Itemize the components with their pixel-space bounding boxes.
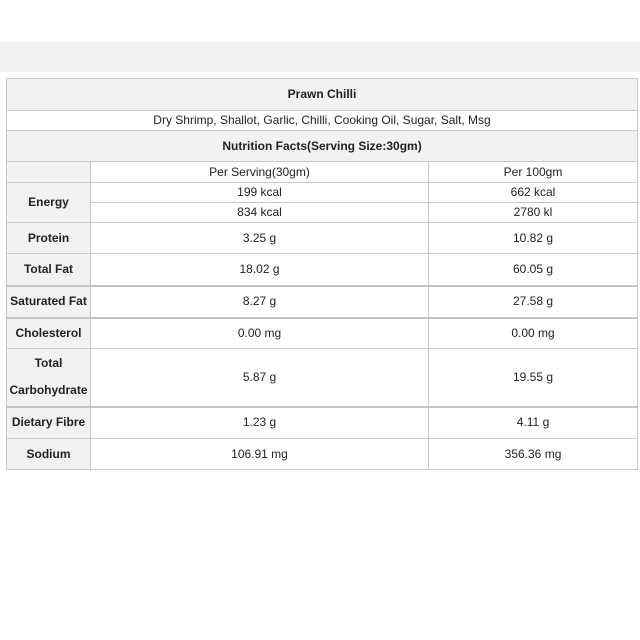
table-row	[7, 407, 638, 439]
cholesterol-per100: 0.00 mg	[429, 318, 638, 349]
cholesterol-serving: 0.00 mg	[91, 318, 429, 349]
total-fat-per100: 60.05 g	[429, 254, 638, 286]
dietary-fibre-per100: 4.11 g	[429, 407, 638, 439]
dietary-fibre-label: Dietary Fibre	[7, 407, 91, 439]
total-fat-serving: 18.02 g	[91, 254, 429, 286]
sodium-serving: 106.91 mg	[91, 439, 429, 470]
carbohydrate-label-line1: Total	[34, 356, 63, 371]
facts-heading: Nutrition Facts(Serving Size:30gm)	[7, 131, 638, 162]
header-blank-cell	[7, 162, 91, 183]
total-fat-label: Total Fat	[7, 254, 91, 286]
nutrition-table	[6, 78, 638, 470]
saturated-fat-serving: 8.27 g	[91, 286, 429, 318]
table-row	[7, 439, 638, 470]
ingredients-text: Dry Shrimp, Shallot, Garlic, Chilli, Cooking Oil, Sugar, Salt, Msg	[7, 111, 638, 131]
table-row	[7, 286, 638, 318]
per-serving-header: Per Serving(30gm)	[91, 162, 429, 183]
carbohydrate-label-line2: Carbohydrate	[9, 383, 88, 398]
table-row	[7, 223, 638, 254]
table-row	[7, 183, 638, 203]
protein-per100: 10.82 g	[429, 223, 638, 254]
column-header-row	[7, 162, 638, 183]
table-row	[7, 349, 638, 407]
ingredients-row	[7, 111, 638, 131]
sodium-per100: 356.36 mg	[429, 439, 638, 470]
energy-per100-kcal: 662 kcal	[429, 183, 638, 203]
protein-serving: 3.25 g	[91, 223, 429, 254]
facts-heading-row	[7, 131, 638, 162]
carbohydrate-label	[7, 349, 91, 407]
dietary-fibre-serving: 1.23 g	[91, 407, 429, 439]
carbohydrate-serving: 5.87 g	[91, 349, 429, 407]
energy-serving-kcal: 199 kcal	[91, 183, 429, 203]
carbohydrate-per100: 19.55 g	[429, 349, 638, 407]
energy-serving-kj: 834 kcal	[91, 203, 429, 223]
table-row	[7, 318, 638, 349]
energy-per100-kj: 2780 kl	[429, 203, 638, 223]
sodium-label: Sodium	[7, 439, 91, 470]
title-row	[7, 79, 638, 111]
product-title: Prawn Chilli	[7, 79, 638, 111]
per-100g-header: Per 100gm	[429, 162, 638, 183]
table-row	[7, 254, 638, 286]
saturated-fat-per100: 27.58 g	[429, 286, 638, 318]
table-row	[7, 203, 638, 223]
energy-label: Energy	[7, 183, 91, 223]
cholesterol-label: Cholesterol	[7, 318, 91, 349]
saturated-fat-label: Saturated Fat	[7, 286, 91, 318]
top-banner	[0, 42, 640, 72]
protein-label: Protein	[7, 223, 91, 254]
